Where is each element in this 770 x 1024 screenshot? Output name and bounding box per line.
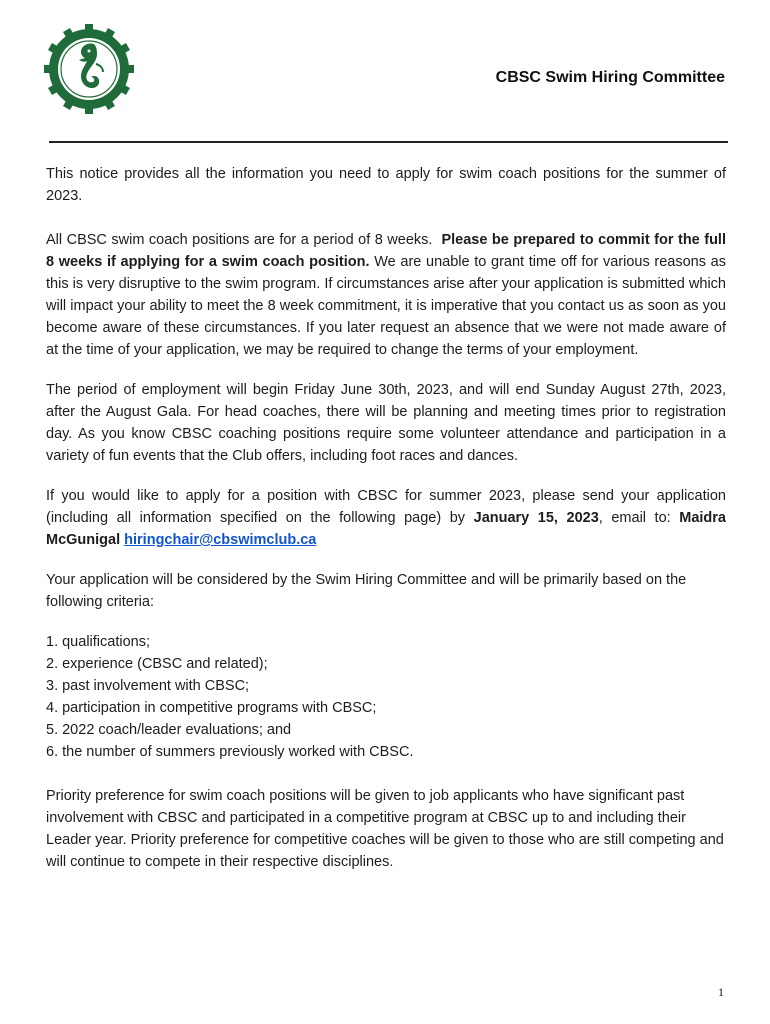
contact-name: Maidra McGunigal: [46, 510, 726, 548]
list-item: 6. the number of summers previously worked with CBSC.: [46, 744, 414, 760]
commitment-paragraph: All CBSC swim coach positions are for a period of 8 weeks. Please be prepared to commit for the full 8 weeks if applying for a swim coach position. We are unable to grant time off for various reasons as this is very disruptive to the swim program. If circumstances arise after your application is submitted which will impact your ability to meet the 8 week commitment, it is imperative that you contact us as soon as you become aware of these circumstances. If you later request an absence that we were not made aware of at the time of your application, we may be required to change the terms of your employment.: [46, 232, 726, 358]
criteria-intro: Your application will be considered by the Swim Hiring Committee and will be primarily based on the following criteria:: [46, 572, 687, 610]
criteria-list: [46, 631, 726, 763]
employment-period-paragraph: The period of employment will begin Friday June 30th, 2023, and will end Sunday August 27th, 2023, after the August Gala. For head coaches, there will be planning and meeting times prior to registration day. As you know CBSC coaching positions require some volunteer attendance and participation in a variety of fun events that the Club offers, including foot races and dances.: [46, 382, 726, 464]
header-divider: [49, 141, 728, 143]
club-logo: [44, 24, 134, 114]
list-item: 2. experience (CBSC and related);: [46, 656, 268, 672]
document-title: CBSC Swim Hiring Committee: [495, 69, 725, 86]
list-item: 3. past involvement with CBSC;: [46, 678, 250, 694]
priority-paragraph: Priority preference for swim coach positions will be given to job applicants who have significant past involvement with CBSC and participated in a competitive program at CBSC up to and including their Leader year. Priority preference for competitive coaches will be given to those who are still competing and will continue to compete in their respective disciplines.: [46, 788, 724, 870]
deadline-date: January 15, 2023: [473, 510, 599, 526]
list-item: 5. 2022 coach/leader evaluations; and: [46, 722, 292, 738]
commitment-emphasis: Please be prepared to commit for the full 8 weeks if applying for a swim coach position.: [46, 232, 726, 270]
application-paragraph: If you would like to apply for a position with CBSC for summer 2023, please send your application (including all information specified on the following page) by January 15, 2023, email to: Maidra McGunigal hiringchair@cbswimclub.ca: [46, 488, 726, 548]
list-item: 1. qualifications;: [46, 634, 150, 650]
intro-paragraph: This notice provides all the information you need to apply for swim coach positions for the summer of 2023.: [46, 166, 726, 204]
page-number: 1: [718, 985, 724, 999]
email-link[interactable]: hiringchair@cbswimclub.ca: [124, 532, 317, 548]
notice-body: [46, 163, 726, 873]
list-item: 4. participation in competitive programs with CBSC;: [46, 700, 377, 716]
